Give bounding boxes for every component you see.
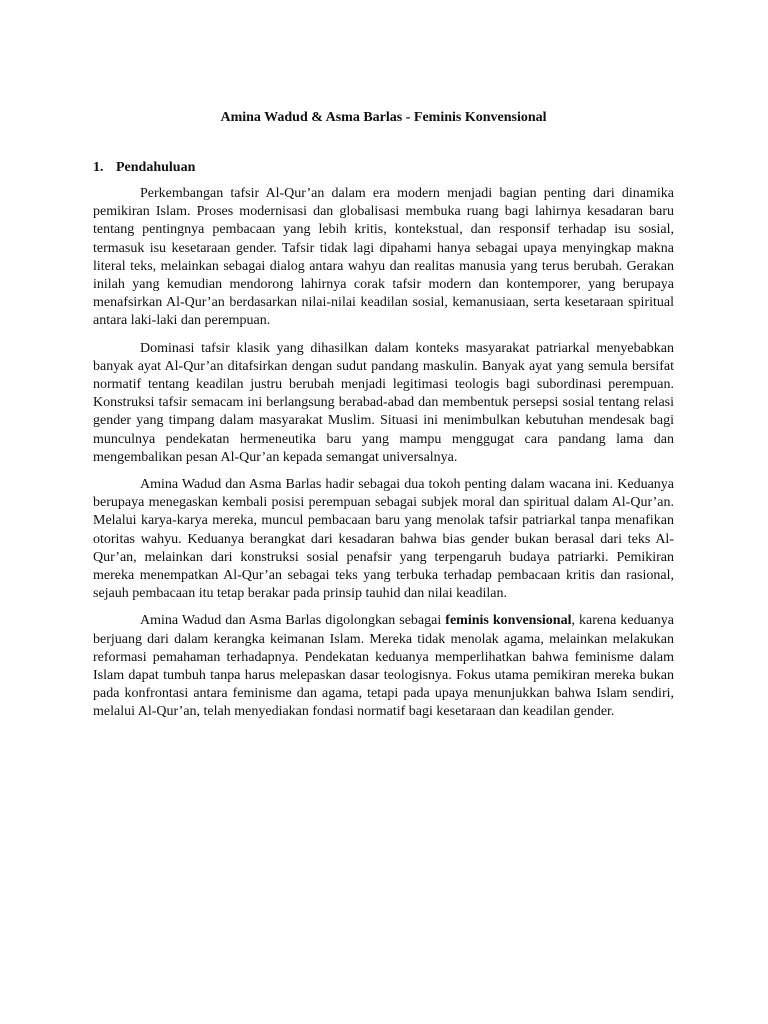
- paragraph-3: Amina Wadud dan Asma Barlas hadir sebagai dua tokoh penting dalam wacana ini. Keduanya berupaya menegaskan kembali posisi perempuan sebagai subjek moral dan spiritual dalam Al-Qur’an. Melalui karya-karya mereka, muncul pembacaan baru yang menolak tafsir patriarkal tanpa menafikan otoritas wahyu. Keduanya berangkat dari kesadaran bahwa bias gender bukan berasal dari teks Al-Qur’an, melainkan dari konstruksi sosial penafsir yang terpengaruh budaya patriarki. Pemikiran mereka menempatkan Al-Qur’an sebagai teks yang terbuka terhadap pembacaan kritis dan rasional, sejauh pembacaan itu tetap berakar pada prinsip tauhid dan nilai keadilan.: [93, 477, 674, 602]
- section-heading: [93, 158, 195, 178]
- paragraph-1: Perkembangan tafsir Al-Qur’an dalam era modern menjadi bagian penting dari dinamika pemikiran Islam. Proses modernisasi dan globalisasi membuka ruang bagi lahirnya kesadaran baru tentang pentingnya pembacaan yang lebih kritis, kontekstual, dan responsif terhadap isu sosial, termasuk isu kesetaraan gender. Tafsir tidak lagi dipahami hanya sebagai upaya menyingkap makna literal teks, melainkan sebagai dialog antara wahyu dan realitas manusia yang terus berubah. Gerakan inilah yang kemudian mendorong lahirnya corak tafsir modern dan kontemporer, yang berupaya menafsirkan Al-Qur’an berdasarkan nilai-nilai keadilan sosial, kemanusiaan, serta kesetaraan spiritual antara laki-laki dan perempuan.: [93, 186, 674, 329]
- document-body: [93, 185, 674, 731]
- paragraph-4-after: , karena keduanya berjuang dari dalam kerangka keimanan Islam. Mereka tidak menolak agama, melainkan melakukan reformasi pemahaman terhadapnya. Pendekatan keduanya memperlihatkan bahwa feminisme dalam Islam dapat tumbuh tanpa harus melepaskan dasar teologisnya. Fokus utama pemikiran mereka bukan pada konfrontasi antara feminisme dan agama, tetapi pada upaya menunjukkan bahwa Islam sendiri, melalui Al-Qur’an, telah menyediakan fondasi normatif bagi kesetaraan dan keadilan gender.: [93, 613, 675, 720]
- paragraph-4-bold-term: feminis konvensional: [445, 613, 572, 629]
- section-number: 1.: [93, 160, 104, 175]
- document-title: Amina Wadud & Asma Barlas - Feminis Konvensional: [220, 110, 547, 125]
- paragraph-2: Dominasi tafsir klasik yang dihasilkan dalam konteks masyarakat patriarkal menyebabkan banyak ayat Al-Qur’an ditafsirkan dengan sudut pandang maskulin. Banyak ayat yang semula bersifat normatif tentang keadilan justru berubah menjadi legitimasi teologis bagi subordinasi perempuan. Konstruksi tafsir semacam ini berlangsung berabad-abad dan membentuk persepsi sosial tentang relasi gender yang timpang dalam masyarakat Muslim. Situasi ini menimbulkan kebutuhan mendesak bagi munculnya pendekatan hermeneutika baru yang mampu menggugat cara pandang lama dan mengembalikan pesan Al-Qur’an kepada semangat universalnya.: [93, 340, 674, 465]
- section-title: Pendahuluan: [116, 160, 196, 175]
- paragraph-4-before: Amina Wadud dan Asma Barlas digolongkan sebagai: [140, 613, 446, 629]
- paragraph-4: [93, 612, 674, 721]
